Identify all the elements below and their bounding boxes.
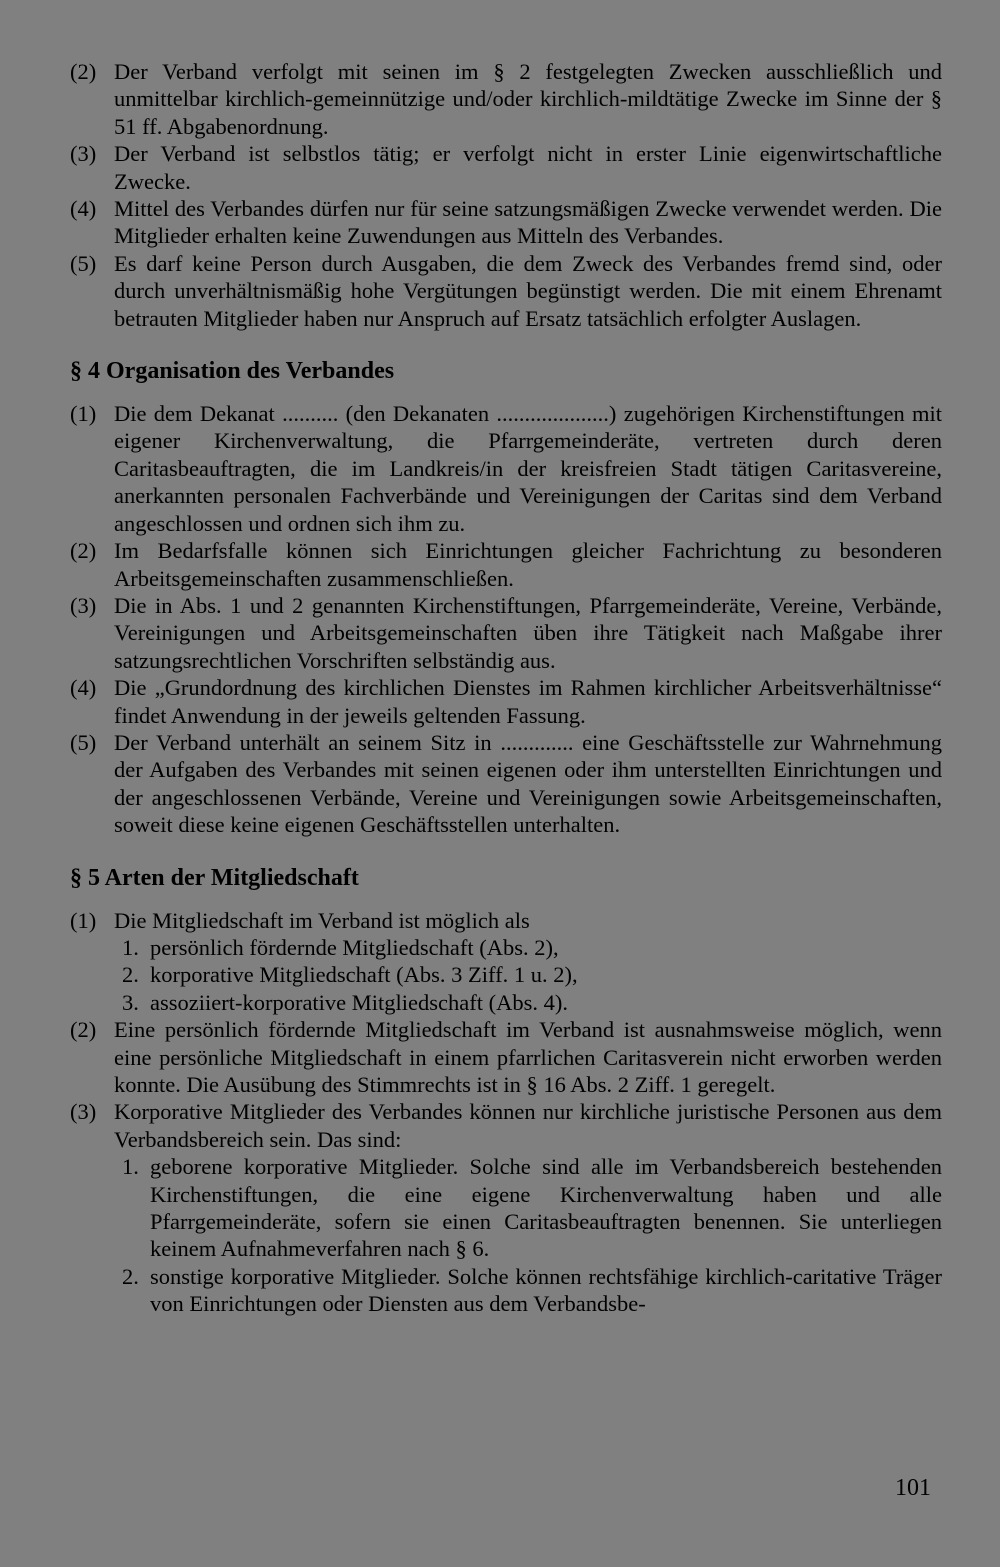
paragraph [70,140,942,195]
paragraph-number: (2) [70,1017,97,1043]
paragraph [70,592,942,674]
list-item-text: persönlich fördernde Mitgliedschaft (Abs. 2), [150,934,559,960]
paragraph [70,537,942,592]
paragraph [70,250,942,332]
paragraph [70,400,942,537]
paragraph-text: Es darf keine Person durch Ausgaben, die dem Zweck des Verbandes fremd sind, oder durch unverhältnismäßig hohe Vergütungen begünstigt werden. Die mit einem Ehrenamt betrauten Mitglieder haben nur Anspruch auf Ersatz tatsächlich erfolgter Auslagen. [114,250,942,331]
list-item-text: sonstige korporative Mitglieder. Solche können rechtsfähige kirchlich-caritative Träger von Einrichtungen oder Diensten aus dem Verbandsbe- [150,1263,942,1317]
paragraph-text: Der Verband unterhält an seinem Sitz in ............. eine Geschäftsstelle zur Wahrnehmung der Aufgaben des Verbandes mit seinen eigenen oder ihm unterstellten Einrichtungen und der angeschlossenen Verbände, Vereine und Vereinigungen sowie Arbeitsgemeinschaften, soweit diese keine eigenen Geschäftsstellen unterhalten. [114,729,942,838]
paragraph [70,907,942,934]
list-item-number: 3. [122,989,139,1015]
paragraph-number: (1) [70,907,97,933]
enumerated-list [70,934,942,1016]
paragraph-number: (5) [70,250,97,276]
list-item-text: korporative Mitgliedschaft (Abs. 3 Ziff. 1 u. 2), [150,962,578,988]
paragraph [70,674,942,729]
list-item-text: geborene korporative Mitglieder. Solche sind alle im Verbandsbereich bestehenden Kirchenstiftungen, die eine eigene Kirchenverwaltung haben und alle Pfarrgemeinderäte, sofern sie einen Caritasbeauftragten benennen. Sie unterliegen keinem Aufnahmeverfahren nach § 6. [150,1154,942,1262]
paragraph-number: (4) [70,196,97,222]
paragraph [70,1098,942,1153]
paragraph [70,195,942,250]
paragraph-number: (5) [70,729,97,755]
paragraph-text: Die Mitgliedschaft im Verband ist möglich als [114,907,530,933]
paragraph-text: Eine persönlich fördernde Mitgliedschaft im Verband ist ausnahmsweise möglich, wenn eine persönliche Mitgliedschaft in einem pfarrlichen Caritasverein nicht erworben werden konnte. Die Ausübung des Stimmrechts ist in § 16 Abs. 2 Ziff. 1 geregelt. [114,1017,942,1097]
paragraph-text: Die in Abs. 1 und 2 genannten Kirchenstiftungen, Pfarrgemeinderäte, Vereine, Verbände, Vereinigungen und Arbeitsgemeinschaften üben ihre Tätigkeit nach Maßgabe ihrer satzungsrechtlichen Vorschriften selbständig aus. [114,592,942,673]
section-heading: § 4 Organisation des Verbandes [70,358,395,385]
paragraph-number: (3) [70,592,97,618]
paragraph-text: Die dem Dekanat .......... (den Dekanaten ....................) zugehörigen Kirchenstiftungen mit eigener Kirchenverwaltung, die Pfarrgemeinderäte, vertreten durch deren Caritasbeauftragten, die im Landkreis/in der kreisfreien Stadt tätigen Caritasvereine, anerkannten personalen Fachverbände und Vereinigungen der Caritas sind dem Verband angeschlossen und ordnen sich ihm zu. [114,401,942,536]
paragraph-number: (3) [70,141,97,167]
paragraph-number: (2) [70,59,97,84]
paragraph [70,58,942,140]
paragraph-number: (2) [70,538,97,564]
page-number: 101 [895,1475,931,1501]
paragraph-text: Die „Grundordnung des kirchlichen Dienstes im Rahmen kirchlicher Arbeitsverhältnisse“ findet Anwendung in der jeweils geltenden Fassung. [114,675,942,728]
list-item [114,1153,942,1263]
section-heading: § 5 Arten der Mitgliedschaft [70,864,359,891]
list-item [114,934,942,961]
paragraph [70,729,942,839]
paragraph-number: (3) [70,1099,97,1125]
paragraph-number: (4) [70,675,97,701]
list-item-number: 2. [122,1263,139,1289]
page-body [70,58,942,1318]
paragraph-number: (1) [70,401,97,427]
paragraph-text: Im Bedarfsfalle können sich Einrichtungen gleicher Fachrichtung zu besonderen Arbeitsgemeinschaften zusammenschließen. [114,538,942,591]
paragraph-text: Der Verband ist selbstlos tätig; er verfolgt nicht in erster Linie eigenwirtschaftliche Zwecke. [114,141,942,194]
list-item [114,1263,942,1318]
list-item [114,989,942,1016]
paragraph-text: Korporative Mitglieder des Verbandes können nur kirchliche juristische Personen aus dem Verbandsbereich sein. Das sind: [114,1099,942,1152]
paragraph-text: Mittel des Verbandes dürfen nur für seine satzungsmäßigen Zwecke verwendet werden. Die Mitglieder erhalten keine Zuwendungen aus Mitteln des Verbandes. [114,196,942,249]
paragraph [70,1016,942,1098]
list-item-number: 2. [122,962,139,988]
list-item-text: assoziiert-korporative Mitgliedschaft (Abs. 4). [150,989,569,1015]
list-item-number: 1. [122,1154,139,1180]
enumerated-list [70,1153,942,1317]
list-item [114,961,942,988]
list-item-number: 1. [122,934,139,960]
paragraph-text: Der Verband verfolgt mit seinen im § 2 festgelegten Zwecken ausschließlich und unmittelbar kirchlich-gemeinnützige und/oder kirchlich-mildtätige Zwecke im Sinne der § 51 ff. Abgabenordnung. [114,59,942,139]
